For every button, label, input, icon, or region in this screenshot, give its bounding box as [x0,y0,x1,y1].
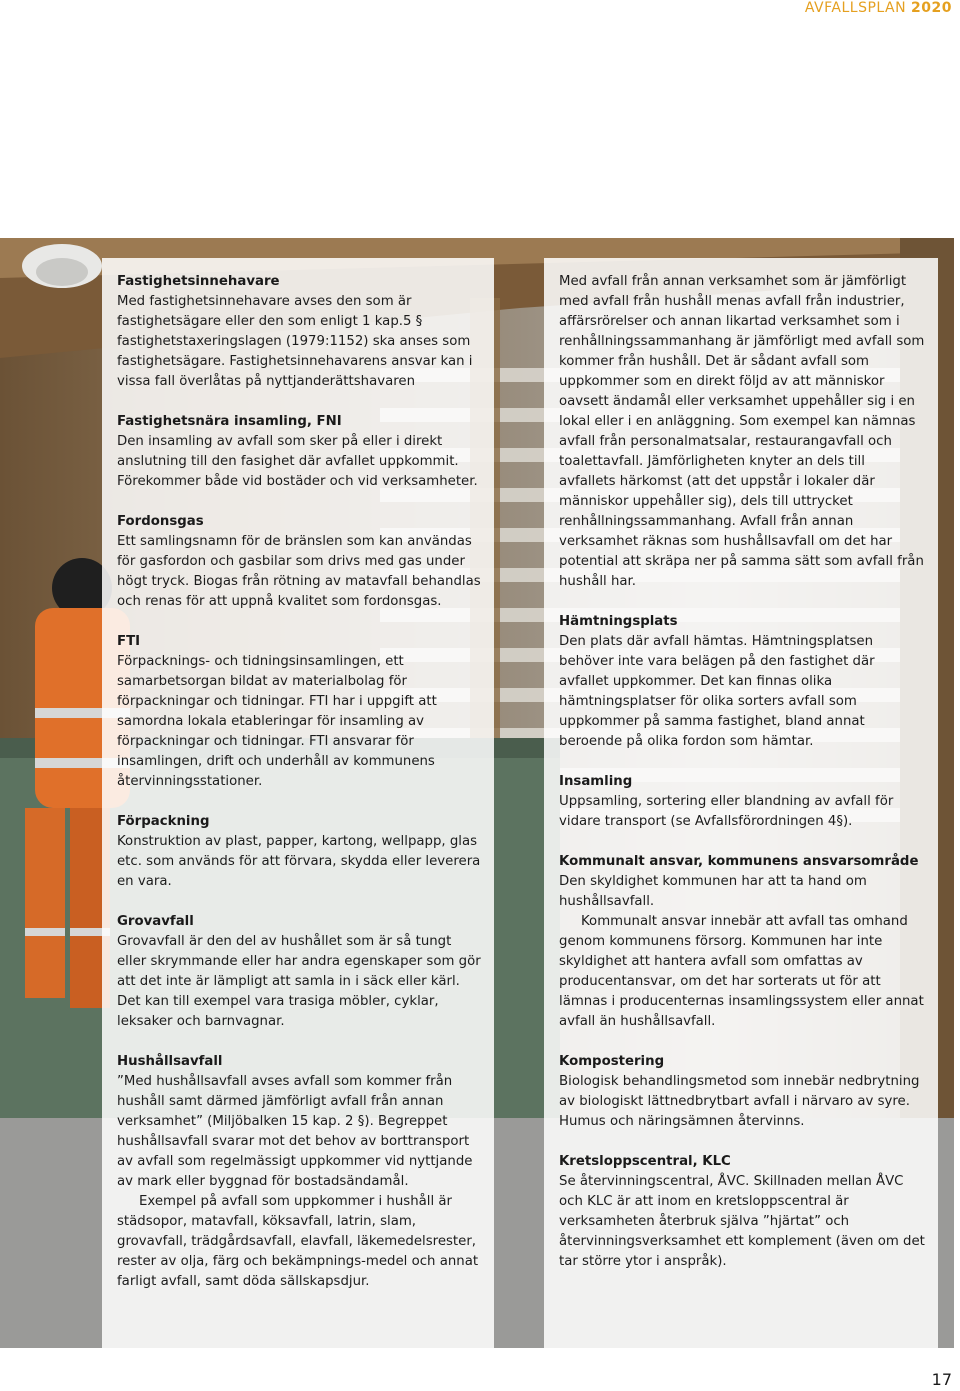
entry-text: Den insamling av avfall som sker på eller i direkt anslutning till den fasighet där avfallet uppkommit. Förekommer både vid bostäder och vid verksamheter. [117,434,478,489]
right-column [559,272,925,1292]
entry-term: Kompostering [559,1054,665,1069]
entry-term: Fastighetsinnehavare [117,274,280,289]
entry-term: Fordonsgas [117,514,204,529]
entry-text: Ett samlingsnamn för de bränslen som kan användas för gasfordon och gasbilar som drivs med gas under högt tryck. Biogas från rötning av matavfall behandlas och renas för att uppnå kvalitet som fordonsgas. [117,534,481,609]
entry-term: Fastighetsnära insamling, FNI [117,414,342,429]
entry-term: Hämtningsplats [559,614,678,629]
entry-text: Biologisk behandlingsmetod som innebär nedbrytning av biologiskt lättnedbrytbart avfall i närvaro av syre. Humus och näringsämnen återvinns. [559,1074,920,1129]
entry-text: Med avfall från annan verksamhet som är jämförligt med avfall från hushåll menas avfall från industrier, affärsrörelser och annan likartad verksamhet som i renhållningssammanhang är jämförligt med avfall som kommer från hushåll. Det är sådant avfall som uppkommer som en direkt följd av att människor oavsett ändamål eller verksamhet uppehåller sig i en lokal eller i en anläggning. Som exempel kan nämnas avfall från personalmatsalar, restaurangavfall och toalettavfall. Jämförligheten knyter an dels till avfallets härkomst (att det uppstår i lokaler där människor uppehåller sig), dels till uttrycket renhållningssammanhang. Avfall från annan verksamhet räknas som hushållsavfall om det har potential att skräpa ner på samma sätt som avfall från hushåll har. [559,274,925,589]
left-column [117,272,483,1312]
entry-text: Med fastighetsinnehavare avses den som är fastighetsägare eller den som enligt 1 kap.5 § fastighetstaxeringslagen (1979:1152) ska anses som fastighetsägare. Fastighetsinnehavarens ansvar kan i vissa fall överlåtas på nyttjanderättshavaren [117,294,473,389]
glossary-entry [559,612,925,752]
glossary-entry [559,772,925,832]
glossary-entry [117,412,483,492]
entry-term: Kommunalt ansvar, kommunens ansvarsområde [559,854,919,869]
entry-text: Kommunalt ansvar innebär att avfall tas omhand genom kommunens försorg. Kommunen har inte skyldighet att hantera avfall som omfattas av producentansvar, om det har sorterats ut för att lämnas i producenternas insamlingssystem eller annat avfall än hushållsavfall. [559,914,924,1029]
entry-term: Insamling [559,774,633,789]
entry-text: Den skyldighet kommunen har att ta hand om hushållsavfall. [559,874,867,909]
running-header [805,0,952,22]
page-number: 17 [931,1370,952,1389]
header-title: AVFALLSPLAN [804,0,907,16]
header-year: 2020 [911,0,952,16]
entry-term: Hushållsavfall [117,1054,223,1069]
entry-text: Förpacknings- och tidningsinsamlingen, ett samarbetsorgan bildat av materialbolag för förpackningar och tidningar. FTI har i uppgift att samordna lokala etableringar för insamling av förpackningar och tidningar. FTI ansvarar för insamlingen, drift och underhåll av kommunens återvinningsstationer. [117,654,437,789]
glossary-entry [559,1052,925,1132]
entry-term: Förpackning [117,814,210,829]
entry-text: Uppsamling, sortering eller blandning av avfall för vidare transport (se Avfallsförordningen 4§). [559,794,894,829]
glossary-entry [117,512,483,612]
entry-term: Kretsloppscentral, KLC [559,1154,731,1169]
entry-text: Konstruktion av plast, papper, kartong, wellpapp, glas etc. som används för att förvara, skydda eller leverera en vara. [117,834,481,889]
glossary-entry [117,632,483,792]
entry-term: Grovavfall [117,914,194,929]
glossary-entry [117,1052,483,1292]
glossary-entry [559,852,925,1032]
glossary-entry [559,1152,925,1272]
glossary-entry [117,272,483,392]
glossary-entry [117,812,483,892]
entry-text: ”Med hushållsavfall avses avfall som kommer från hushåll samt därmed jämförligt avfall från annan verksamhet” (Miljöbalken 15 kap. 2 §). Begreppet hushållsavfall svarar mot det behov av borttransport av avfall som regelmässigt uppkommer vid nyttjande av mark eller byggnad för bostadsändamål. [117,1074,473,1189]
glossary-entry [559,272,925,592]
entry-text: Se återvinningscentral, ÅVC. Skillnaden mellan ÅVC och KLC är att inom en kretsloppscentral är verksamheten återbruk själva ”hjärtat” och återvinningsverksamhet ett komplement (även om det tar större ytor i anspråk). [559,1174,925,1269]
entry-text: Grovavfall är den del av hushållet som är så tungt eller skrymmande eller har andra egenskaper som gör att det inte är lämpligt att samla in i säck eller kärl. Det kan till exempel vara trasiga möbler, cyklar, leksaker och barnvagnar. [117,934,481,1029]
entry-text: Den plats där avfall hämtas. Hämtningsplatsen behöver inte vara belägen på den fastighet där avfallet uppkommer. Det kan finnas olika hämtningsplatser för olika sorters avfall som uppkommer på samma fastighet, bland annat beroende på olika fordon som hämtar. [559,634,875,749]
entry-term: FTI [117,634,141,649]
entry-text: Exempel på avfall som uppkommer i hushåll är städsopor, matavfall, köksavfall, latrin, slam, grovavfall, trädgårdsavfall, elavfall, läkemedelsrester, rester av olja, färg och bekämpnings-medel och annat farligt avfall, samt döda sällskapsdjur. [117,1194,479,1289]
glossary-entry [117,912,483,1032]
